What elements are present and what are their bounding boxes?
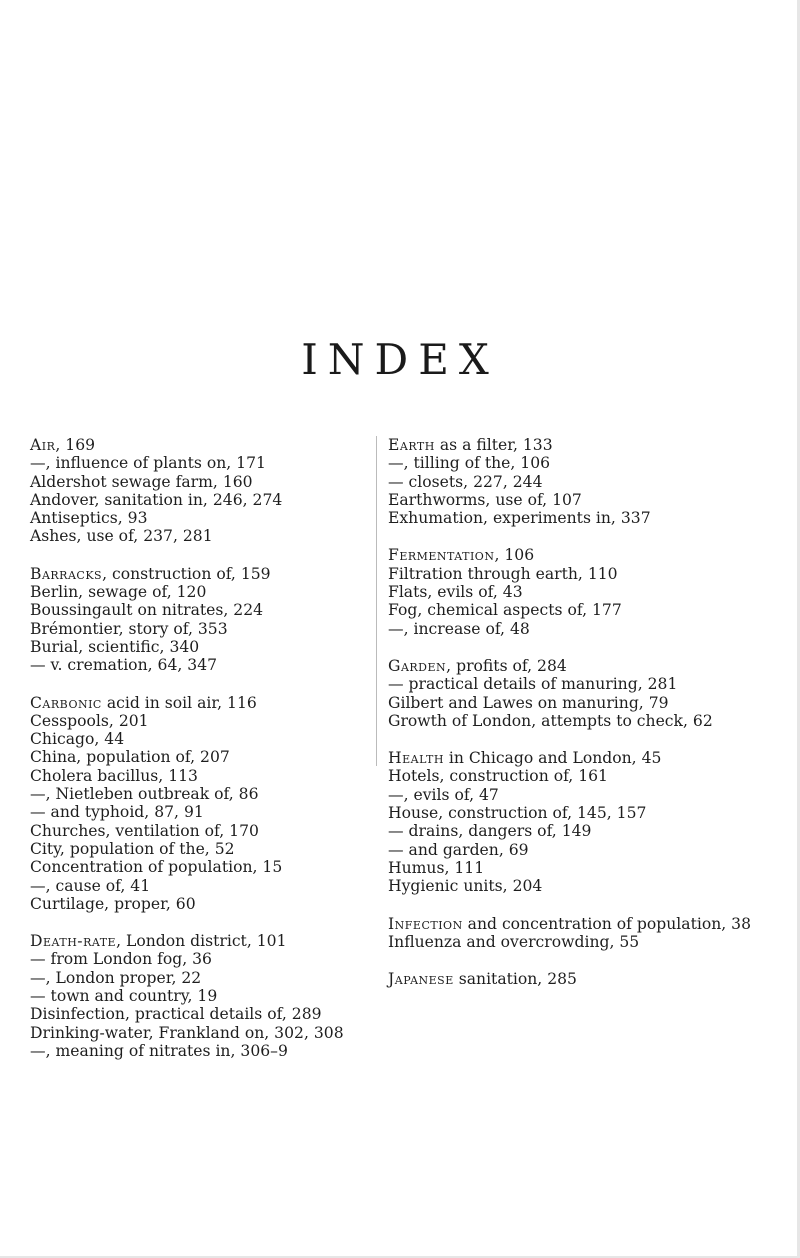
index-entry: — from London fog, 36 [30, 950, 212, 969]
index-entry: Churches, ventilation of, 170 [30, 821, 259, 840]
index-entry: Brémontier, story of, 353 [30, 619, 228, 638]
index-entry: Fermentation, 106 [388, 546, 535, 565]
index-entry: Burial, scientific, 340 [30, 637, 200, 656]
index-entry: —, increase of, 48 [388, 619, 530, 638]
index-entry: Flats, evils of, 43 [388, 583, 523, 602]
index-entry: Gilbert and Lawes on manuring, 79 [388, 693, 669, 712]
index-entry: — town and country, 19 [30, 987, 218, 1006]
index-entry: Antiseptics, 93 [30, 509, 148, 528]
index-entry: — and typhoid, 87, 91 [30, 803, 204, 822]
index-entry: Concentration of population, 15 [30, 858, 283, 877]
index-entry: — closets, 227, 244 [388, 472, 543, 491]
index-entry: —, meaning of nitrates in, 306–9 [30, 1041, 288, 1060]
index-entry: House, construction of, 145, 157 [388, 804, 647, 823]
index-entry: Exhumation, experiments in, 337 [388, 509, 651, 528]
index-entry: — drains, dangers of, 149 [388, 822, 592, 841]
index-entry: — v. cremation, 64, 347 [30, 656, 218, 675]
index-entry: Hotels, construction of, 161 [388, 767, 608, 786]
index-entry: Earthworms, use of, 107 [388, 490, 582, 509]
index-entry: Ashes, use of, 237, 281 [30, 527, 213, 546]
column-divider [376, 436, 377, 766]
index-entry: Death-rate, London district, 101 [30, 932, 287, 951]
index-entry: Japanese sanitation, 285 [388, 970, 577, 989]
index-entry: Garden, profits of, 284 [388, 656, 567, 675]
index-entry: Humus, 111 [388, 858, 485, 877]
index-entry: Air, 169 [30, 436, 96, 454]
index-entry: Carbonic acid in soil air, 116 [30, 693, 257, 712]
index-entry: Curtilage, proper, 60 [30, 894, 196, 913]
index-entry: Aldershot sewage farm, 160 [30, 472, 253, 491]
index-entry: Cesspools, 201 [30, 711, 149, 730]
section-gap [388, 638, 754, 657]
index-entry: Drinking-water, Frankland on, 302, 308 [30, 1023, 344, 1042]
index-entry: — and garden, 69 [388, 840, 529, 859]
index-entry: China, population of, 207 [30, 748, 230, 767]
index-entry: Earth as a filter, 133 [388, 436, 553, 454]
index-entry: Boussingault on nitrates, 224 [30, 601, 264, 620]
index-entry: Growth of London, attempts to check, 62 [388, 711, 713, 730]
index-entry: —, Nietleben outbreak of, 86 [30, 785, 259, 804]
page-title: INDEX [301, 335, 499, 384]
section-gap [388, 527, 754, 546]
index-entry: —, tilling of the, 106 [388, 454, 551, 473]
section-gap [388, 730, 754, 749]
index-entry: Fog, chemical aspects of, 177 [388, 601, 622, 620]
section-gap [30, 675, 368, 694]
index-entry: Infection and concentration of population, 38 [388, 914, 752, 933]
index-entry: Cholera bacillus, 113 [30, 766, 198, 785]
section-gap [30, 546, 368, 565]
index-entry: —, cause of, 41 [30, 876, 151, 895]
index-entry: Disinfection, practical details of, 289 [30, 1005, 322, 1024]
index-entry: Influenza and overcrowding, 55 [388, 932, 640, 951]
section-gap [388, 951, 754, 970]
index-entry: Andover, sanitation in, 246, 274 [30, 490, 283, 509]
index-entry: Health in Chicago and London, 45 [388, 749, 662, 768]
index-entry: —, London proper, 22 [30, 968, 202, 987]
index-entry: Hygienic units, 204 [388, 877, 543, 896]
index-entry: Berlin, sewage of, 120 [30, 583, 207, 602]
index-entry: —, influence of plants on, 171 [30, 454, 266, 473]
index-entry: — practical details of manuring, 281 [388, 675, 678, 694]
section-gap [388, 896, 754, 915]
index-column-right [388, 436, 754, 988]
index-entry: City, population of the, 52 [30, 839, 235, 858]
index-entry: Barracks, construction of, 159 [30, 564, 271, 583]
section-gap [30, 913, 368, 932]
index-entry: —, evils of, 47 [388, 785, 499, 804]
index-entry: Filtration through earth, 110 [388, 564, 618, 583]
index-entry: Chicago, 44 [30, 730, 125, 749]
index-column-left [30, 436, 368, 1060]
